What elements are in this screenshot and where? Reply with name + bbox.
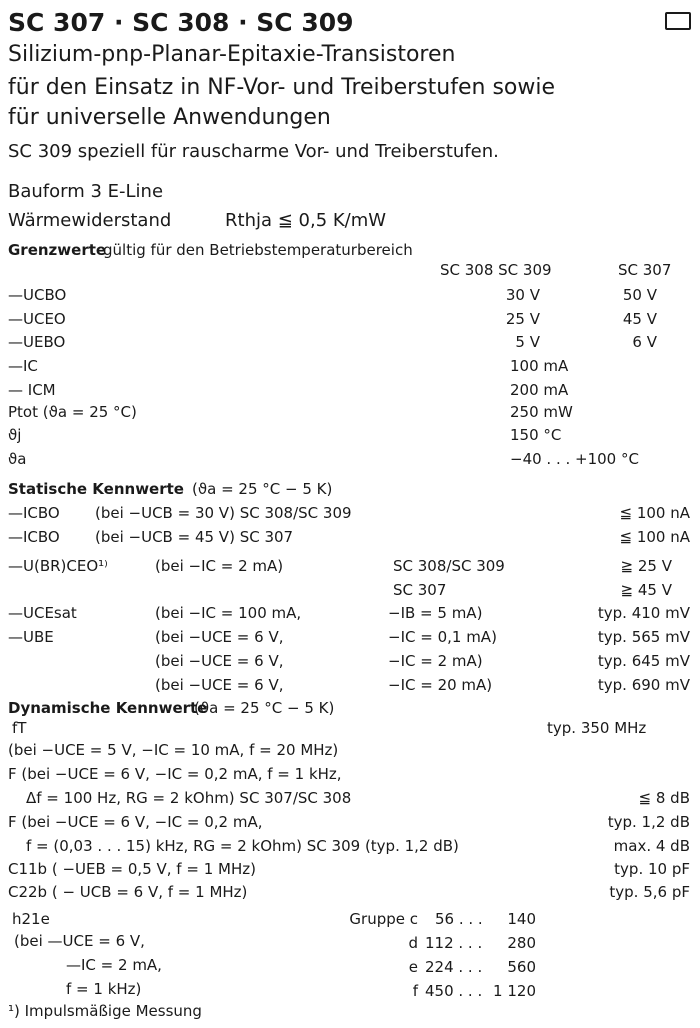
statisch-cond: (ϑa = 25 °C − 5 K) xyxy=(192,480,333,498)
cond-ft: (bei −UCE = 5 V, −IC = 10 mA, f = 20 MHz) xyxy=(8,741,339,759)
statisch-heading: Statische Kennwerte xyxy=(8,480,184,498)
sym-theta-a: ϑa xyxy=(8,450,27,468)
sym-h21e: h21e xyxy=(12,910,50,928)
sym-ft: fT xyxy=(12,719,27,737)
sym-ic: —IC xyxy=(8,357,38,375)
subtitle-line-2: für den Einsatz in NF-Vor- und Treiberstufen sowie xyxy=(8,75,556,100)
val-c11b: typ. 10 pF xyxy=(614,860,690,878)
val-ube-3: typ. 690 mV xyxy=(597,676,690,694)
val-c22b: typ. 5,6 pF xyxy=(609,883,690,901)
cond-h21e-2: —IC = 2 mA, xyxy=(66,956,162,974)
cond2-ucesat: −IB = 5 mA) xyxy=(388,604,483,622)
val-icm: 200 mA xyxy=(510,381,569,399)
cond-h21e-1: (bei —UCE = 6 V, xyxy=(14,932,145,950)
sym-icm: — ICM xyxy=(8,381,56,399)
gruppe-c-lo: 56 . . . xyxy=(435,910,483,928)
cond-ube-1: (bei −UCE = 6 V, xyxy=(155,628,284,646)
grenzwerte-heading: Grenzwerte xyxy=(8,241,107,259)
subtitle-line-1: Silizium-pnp-Planar-Epitaxie-Transistoren xyxy=(8,42,456,67)
cond-f1b: Δf = 100 Hz, RG = 2 kOhm) SC 307/SC 308 xyxy=(26,789,352,807)
gruppe-e: e xyxy=(408,958,418,976)
checkbox-square-icon xyxy=(665,12,691,30)
cond-ucesat: (bei −IC = 100 mA, xyxy=(155,604,302,622)
sym-icbo-2: —ICBO xyxy=(8,528,60,546)
cond-icbo-2: (bei −UCB = 45 V) SC 307 xyxy=(95,528,294,546)
sym-ube: —UBE xyxy=(8,628,54,646)
page-title: SC 307 · SC 308 · SC 309 xyxy=(8,8,354,37)
val-ubrceo-1: ≧ 25 V xyxy=(620,557,672,575)
val-uebo-1: 5 V xyxy=(515,333,540,351)
cond2-ube-2: −IC = 2 mA) xyxy=(388,652,483,670)
col-header-sc307: SC 307 xyxy=(618,261,672,279)
val-f1: ≦ 8 dB xyxy=(638,789,690,807)
sym-uceo: —UCEO xyxy=(8,310,66,328)
gruppe-c: Gruppe c xyxy=(349,910,418,928)
val-uebo-2: 6 V xyxy=(632,333,657,351)
val-theta-j: 150 °C xyxy=(510,426,562,444)
gruppe-f-lo: 450 . . . xyxy=(425,982,483,1000)
gruppe-d-lo: 112 . . . xyxy=(425,934,483,952)
val-uceo-1: 25 V xyxy=(505,310,540,328)
val-uceo-2: 45 V xyxy=(622,310,657,328)
val-f2-max: max. 4 dB xyxy=(613,837,690,855)
val-ube-1: typ. 565 mV xyxy=(597,628,690,646)
dynamisch-heading: Dynamische Kennwerte xyxy=(8,699,208,717)
footnote: ¹) Impulsmäßige Messung xyxy=(8,1002,202,1020)
gruppe-e-hi: 560 xyxy=(507,958,536,976)
grenzwerte-heading-rest: gültig für den Betriebstemperaturbereich xyxy=(103,241,413,259)
cond-f1a: F (bei −UCE = 6 V, −IC = 0,2 mA, f = 1 kHz, xyxy=(8,765,342,783)
val-ucbo-1: 30 V xyxy=(505,286,540,304)
bauform: Bauform 3 E-Line xyxy=(8,181,164,202)
cond-icbo-1: (bei −UCB = 30 V) SC 308/SC 309 xyxy=(95,504,352,522)
gruppe-c-hi: 140 xyxy=(507,910,536,928)
dynamisch-cond: (ϑa = 25 °C − 5 K) xyxy=(194,699,335,717)
gruppe-f-hi: 1 120 xyxy=(493,982,536,1000)
val-ubrceo-2: ≧ 45 V xyxy=(620,581,672,599)
waerme-value: Rthja ≦ 0,5 K/mW xyxy=(225,210,387,231)
type-ubrceo-1: SC 308/SC 309 xyxy=(393,557,505,575)
val-ucbo-2: 50 V xyxy=(622,286,657,304)
cond2-ube-1: −IC = 0,1 mA) xyxy=(388,628,497,646)
type-ubrceo-2: SC 307 xyxy=(393,581,447,599)
val-ft: typ. 350 MHz xyxy=(547,719,647,737)
val-ic: 100 mA xyxy=(510,357,569,375)
sym-ucbo: —UCBO xyxy=(8,286,67,304)
col-header-sc308-309: SC 308 SC 309 xyxy=(440,261,552,279)
sym-icbo-1: —ICBO xyxy=(8,504,60,522)
gruppe-f: f xyxy=(412,982,418,1000)
subtitle-note: SC 309 speziell für rauscharme Vor- und Treiberstufen. xyxy=(8,141,499,162)
cond-f2a: F (bei −UCE = 6 V, −IC = 0,2 mA, xyxy=(8,813,263,831)
val-theta-a: −40 . . . +100 °C xyxy=(510,450,639,468)
val-icbo-1: ≦ 100 nA xyxy=(619,504,690,522)
cond-h21e-3: f = 1 kHz) xyxy=(66,980,142,998)
cond-ubrceo: (bei −IC = 2 mA) xyxy=(155,557,284,575)
cond-c22b: C22b ( − UCB = 6 V, f = 1 MHz) xyxy=(8,883,248,901)
cond2-ube-3: −IC = 20 mA) xyxy=(388,676,493,694)
sym-ubrceo: —U(BR)CEO¹⁾ xyxy=(8,557,108,575)
val-ptot: 250 mW xyxy=(510,403,573,421)
cond-f2b: f = (0,03 . . . 15) kHz, RG = 2 kOhm) SC 309 (typ. 1,2 dB) xyxy=(26,837,459,855)
cond-c11b: C11b ( −UEB = 0,5 V, f = 1 MHz) xyxy=(8,860,256,878)
subtitle-line-3: für universelle Anwendungen xyxy=(8,105,331,130)
sym-ucesat: —UCEsat xyxy=(8,604,77,622)
cond-ube-2: (bei −UCE = 6 V, xyxy=(155,652,284,670)
sym-theta-j: ϑj xyxy=(8,426,22,444)
waerme-label: Wärmewiderstand xyxy=(8,210,172,231)
val-ube-2: typ. 645 mV xyxy=(597,652,690,670)
sym-ptot: Ptot (ϑa = 25 °C) xyxy=(8,403,137,421)
gruppe-d-hi: 280 xyxy=(507,934,536,952)
cond-ube-3: (bei −UCE = 6 V, xyxy=(155,676,284,694)
gruppe-e-lo: 224 . . . xyxy=(425,958,483,976)
gruppe-d: d xyxy=(408,934,418,952)
val-ucesat: typ. 410 mV xyxy=(597,604,690,622)
val-f2-typ: typ. 1,2 dB xyxy=(607,813,690,831)
sym-uebo: —UEBO xyxy=(8,333,66,351)
val-icbo-2: ≦ 100 nA xyxy=(619,528,690,546)
